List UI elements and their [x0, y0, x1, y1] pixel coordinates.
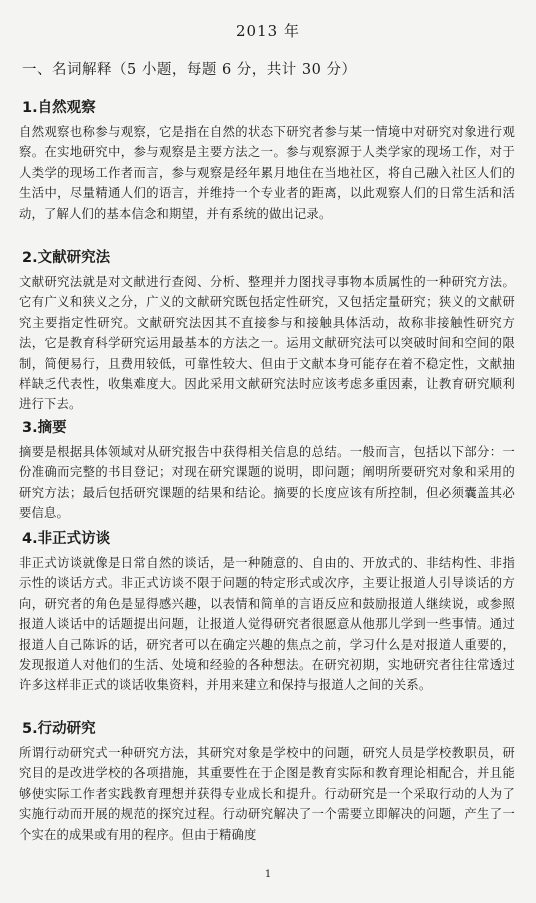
item-body-action-research: 所谓行动研究式一种研究方法，其研究对象是学校中的问题，研究人员是学校教职员，研究目的是改进学校的各项措施，其重要性在于企图是教育实际和教育理论相配合，并且能够使实际工作者实践教育理想并获得专业成长和提升。行动研究是一个采取行动的人为了实施行动而开展的规范的探究过程。行动研究解决了一个需要立即解决的问题，产生了一个实在的成果或有用的程序。但由于精确度 — [19, 746, 515, 842]
page-year-heading: 2013 年 — [236, 22, 300, 40]
item-title-literature-research: 2.文献研究法 — [22, 250, 111, 266]
item-title-action-research: 5.行动研究 — [22, 721, 96, 737]
item-body-natural-observation: 自然观察也称参与观察，它是指在自然的状态下研究者参与某一情境中对研究对象进行观察。在实地研究中，参与观察是主要方法之一。参与观察源于人类学家的现场工作，对于人类学的现场工作者而言，参与观察是经年累月地住在当地社区，将自己融入社区人们的生活中，尽量精通人们的语言，并维持一个专业者的距离，以此观察人们的日常生活和活动，了解人们的基本信念和期望，并有系统的做出记录。 — [19, 125, 515, 221]
item-body-abstract: 摘要是根据具体领域对从研究报告中获得相关信息的总结。一般而言，包括以下部分：一份准确而完整的书目登记；对现在研究课题的说明，即问题；阐明所要研究对象和采用的研究方法；最后包括研究课题的结果和结论。摘要的长度应该有所控制，但必须囊盖其必要信息。 — [19, 445, 515, 521]
item-title-natural-observation: 1.自然观察 — [22, 100, 96, 116]
section-title: 一、名词解释（5 小题，每题 6 分，共计 30 分） — [22, 62, 357, 78]
item-title-abstract: 3.摘要 — [22, 420, 67, 436]
item-title-informal-interview: 4.非正式访谈 — [22, 531, 111, 547]
page-number: 1 — [264, 869, 272, 880]
item-body-literature-research: 文献研究法就是对文献进行查阅、分析、整理并力图找寻事物本质属性的一种研究方法。它有广义和狭义之分，广义的文献研究既包括定性研究，又包括定量研究；狭义的文献研究主要指定性研究。文献研究法因其不直接参与和接触具体活动，故称非接触性研究方法，它是教育科学研究运用最基本的方法之一。运用文献研究法可以突破时间和空间的限制，简便易行，且费用较低，可靠性较大、但由于文献本身可能存在着不稳定性，文献抽样缺乏代表性，收集难度大。因此采用文献研究法时应该考虑多重因素，让教育研究顺利进行下去。 — [19, 275, 515, 412]
item-body-informal-interview: 非正式访谈就像是日常自然的谈话，是一种随意的、自由的、开放式的、非结构性、非指示性的谈话方式。非正式访谈不限于问题的特定形式或次序，主要让报道人引导谈话的方向，研究者的角色是显得感兴趣，以表情和简单的言语反应和鼓励报道人继续说，或参照报道人谈话中的话题提出问题，让报道人觉得研究者很愿意从他那儿学到一些事情。通过报道人自己陈诉的话，研究者可以在确定兴趣的焦点之前，学习什么是对报道人重要的，发现报道人对他们的生活、处境和经验的各种想法。在研究初期，实地研究者往往常透过许多这样非正式的谈话收集资料，并用来建立和保持与报道人之间的关系。 — [19, 556, 515, 693]
